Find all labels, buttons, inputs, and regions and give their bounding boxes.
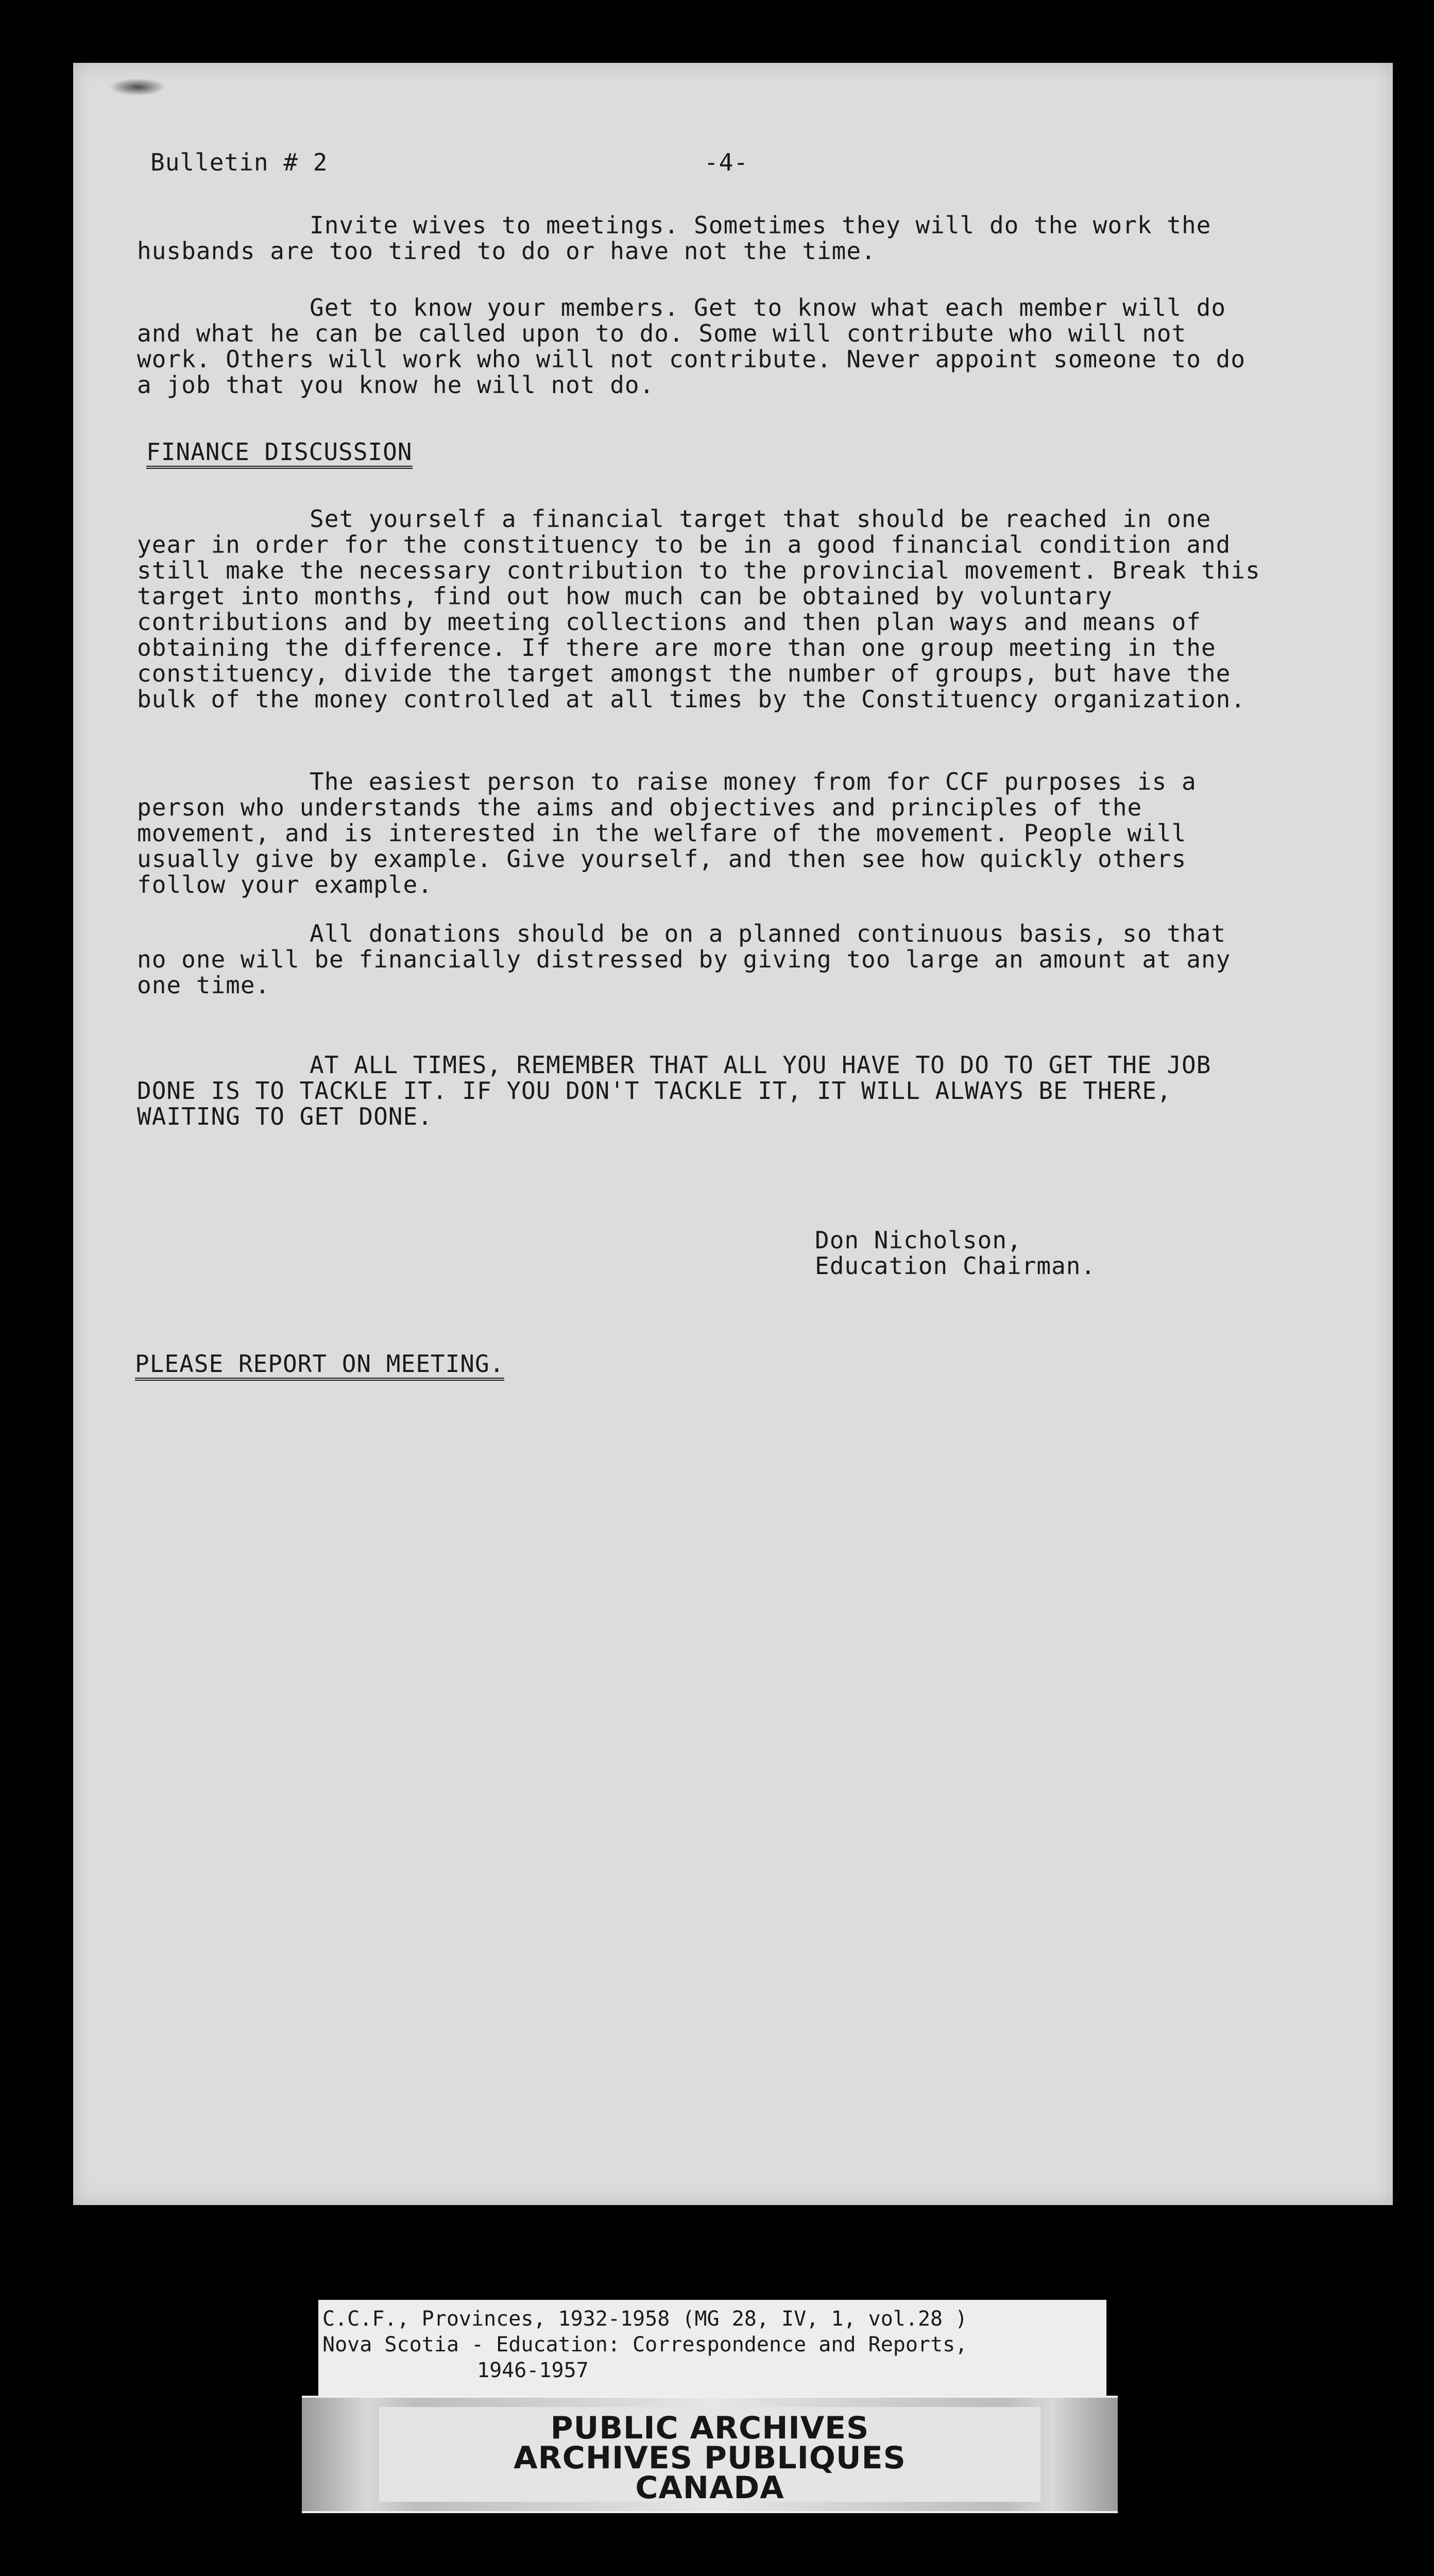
stamp-line-public-archives: PUBLIC ARCHIVES: [550, 2410, 869, 2446]
paragraph-all-times: AT ALL TIMES, REMEMBER THAT ALL YOU HAVE TO DO TO GET THE JOB DONE IS TO TACKLE IT. IF YOU DON'T TACKLE IT, IT WILL ALWAYS BE THERE, WAITING TO GET DONE.: [137, 1051, 1211, 1130]
paragraph-members: Get to know your members. Get to know what each member will do and what he can be called upon to do. Some will contribute who will not work. Others will work who will not contribute. Never appoint someone to do a job that you know he will not do.: [137, 294, 1246, 399]
signature-block: [815, 1227, 1096, 1279]
signature-name: Don Nicholson,: [815, 1226, 1022, 1254]
bulletin-header: Bulletin # 2: [150, 148, 328, 176]
archive-label-line: Nova Scotia - Education: Correspondence and Reports,: [322, 2333, 968, 2357]
archive-label-line: 1946-1957: [477, 2359, 589, 2382]
signature-title: Education Chairman.: [815, 1252, 1096, 1280]
archive-label-line: C.C.F., Provinces, 1932-1958 (MG 28, IV, 1, vol.28 ): [322, 2307, 968, 2331]
archive-stamp-panel: [379, 2407, 1040, 2506]
archive-reference-label: [318, 2300, 1106, 2401]
stamp-line-archives-publiques: ARCHIVES PUBLIQUES: [514, 2440, 906, 2476]
page-number: -4-: [704, 148, 749, 176]
archive-stamp: [302, 2396, 1118, 2513]
paragraph-donations: All donations should be on a planned continuous basis, so that no one will be financially distressed by giving too large an amount at any one time.: [137, 920, 1231, 999]
paragraph-target: Set yourself a financial target that should be reached in one year in order for the constituency to be in a good financial condition and still make the necessary contribution to the provincial movement. Break this target into months, find out how much can be obtained by voluntary contributions and by meeting collections and then plan ways and means of obtaining the difference. If there are more than one group meeting in the constituency, divide the target amongst the number of groups, but have the bulk of the money controlled at all times by the Constituency organization.: [137, 505, 1260, 713]
ink-smudge: [109, 78, 166, 96]
paragraph-wives: Invite wives to meetings. Sometimes they will do the work the husbands are too tired to do or have not the time.: [137, 211, 1211, 265]
report-heading: PLEASE REPORT ON MEETING.: [135, 1351, 504, 1381]
document-page: [73, 63, 1393, 2205]
stamp-line-canada: CANADA: [635, 2470, 784, 2506]
finance-heading: FINANCE DISCUSSION: [146, 439, 413, 469]
paragraph-easiest: The easiest person to raise money from for CCF purposes is a person who understands the aims and objectives and principles of the movement, and is interested in the welfare of the movement. People will usually give by example. Give yourself, and then see how quickly others follow your example.: [137, 768, 1197, 899]
